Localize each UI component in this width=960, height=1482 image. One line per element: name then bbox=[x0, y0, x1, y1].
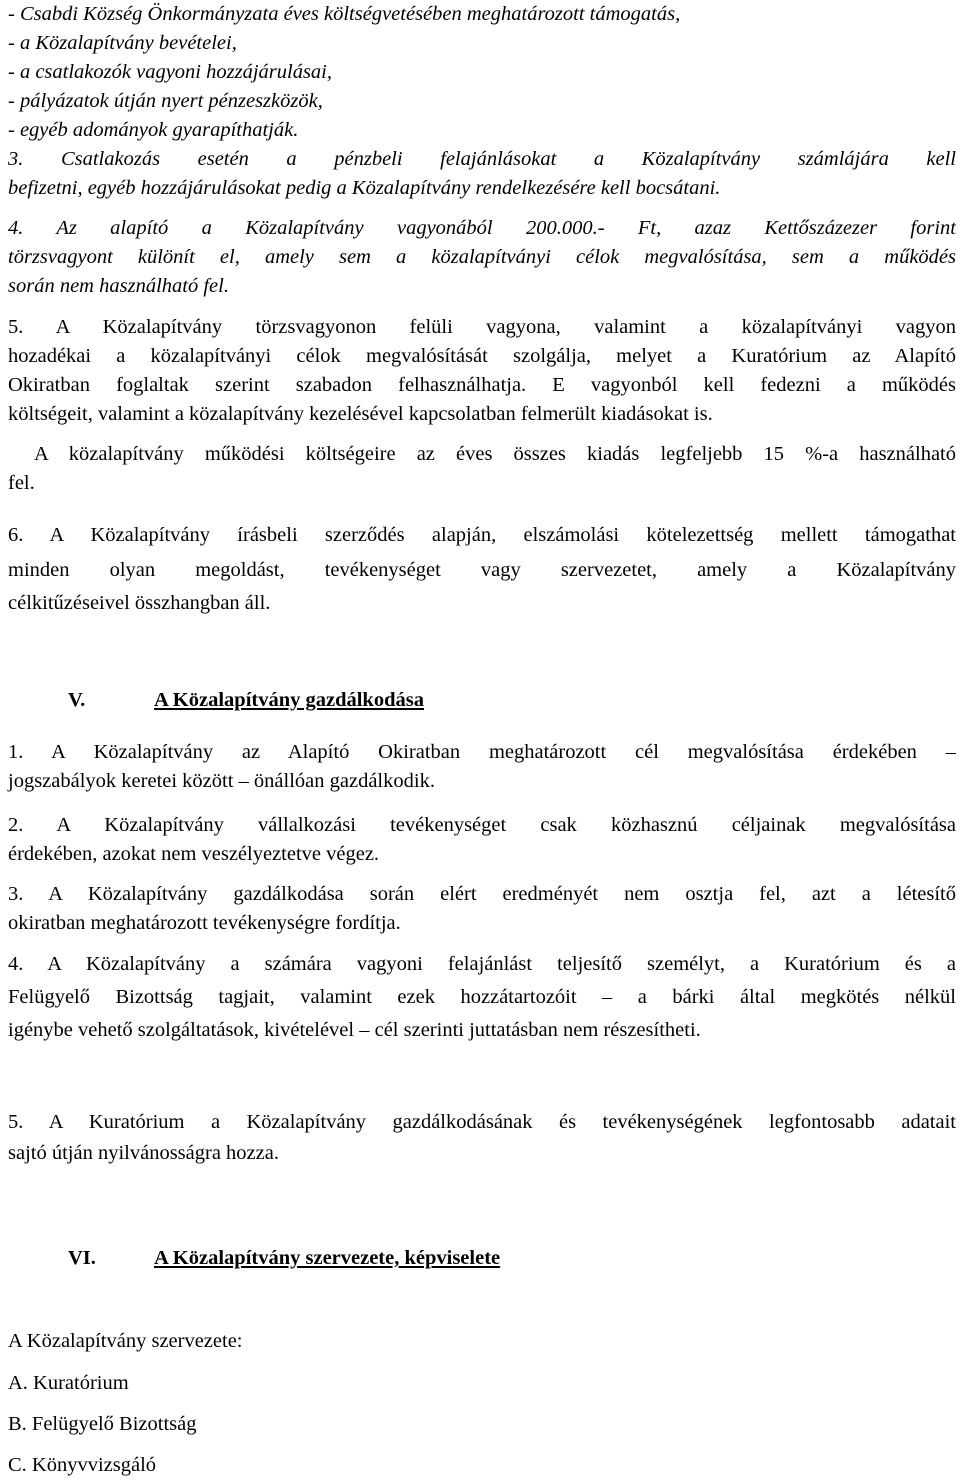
list-item: - pályázatok útján nyert pénzeszközök, bbox=[8, 90, 323, 112]
paragraph-line: 3. A Közalapítvány gazdálkodása során elért eredményét nem osztja fel, azt a létesítő bbox=[8, 883, 956, 905]
paragraph-line: A közalapítvány működési költségeire az éves összes kiadás legfeljebb 15 %-a használható bbox=[34, 443, 956, 465]
paragraph-line: érdekében, azokat nem veszélyeztetve végez. bbox=[8, 843, 380, 865]
paragraph-3 bbox=[8, 145, 956, 203]
list-item: A. Kuratórium bbox=[8, 1372, 129, 1394]
paragraph-line: célkitűzéseivel összhangban áll. bbox=[8, 592, 271, 614]
paragraph-line: 2. A Közalapítvány vállalkozási tevékenységet csak közhasznú céljainak megvalósítása bbox=[8, 814, 956, 836]
paragraph-line: jogszabályok keretei között – önállóan gazdálkodik. bbox=[8, 770, 435, 792]
list-item: - a csatlakozók vagyoni hozzájárulásai, bbox=[8, 61, 332, 83]
list-item: B. Felügyelő Bizottság bbox=[8, 1413, 197, 1435]
section-title: A Közalapítvány szervezete, képviselete bbox=[154, 1247, 501, 1269]
section-heading-v bbox=[8, 686, 424, 715]
section-v-paragraph-2 bbox=[8, 811, 956, 869]
paragraph-line: 4. Az alapító a Közalapítvány vagyonából 200.000.- Ft, azaz Kettőszázezer forint bbox=[8, 217, 956, 239]
paragraph-line: 1. A Közalapítvány az Alapító Okiratban meghatározott cél megvalósítása érdekében – bbox=[8, 741, 956, 763]
paragraph-line: 6. A Közalapítvány írásbeli szerződés alapján, elszámolási kötelezettség mellett támogathat bbox=[8, 524, 956, 546]
paragraph-line: okiratban meghatározott tevékenységre fordítja. bbox=[8, 912, 401, 934]
paragraph-4 bbox=[8, 214, 956, 301]
list-item: - a Közalapítvány bevételei, bbox=[8, 32, 237, 54]
paragraph-line: 3. Csatlakozás esetén a pénzbeli felajánlásokat a Közalapítvány számlájára kell bbox=[8, 148, 956, 170]
list-item: C. Könyvvizsgáló bbox=[8, 1454, 157, 1476]
paragraph-6 bbox=[8, 521, 956, 618]
paragraph-line: sajtó útján nyilvánosságra hozza. bbox=[8, 1142, 279, 1164]
section-v-paragraph-1 bbox=[8, 738, 956, 796]
paragraph-line: során nem használható fel. bbox=[8, 275, 229, 297]
paragraph-line: minden olyan megoldást, tevékenységet vagy szervezetet, amely a Közalapítvány bbox=[8, 559, 956, 581]
paragraph-line: 5. A Közalapítvány törzsvagyonon felüli vagyona, valamint a közalapítványi vagyon bbox=[8, 316, 956, 338]
list-item: - egyéb adományok gyarapíthatják. bbox=[8, 119, 299, 141]
paragraph-line: törzsvagyont különít el, amely sem a közalapítványi célok megvalósítása, sem a működés bbox=[8, 246, 956, 268]
organization-intro: A Közalapítvány szervezete: bbox=[8, 1330, 243, 1352]
paragraph-line: befizetni, egyéb hozzájárulásokat pedig a Közalapítvány rendelkezésére kell bocsátani. bbox=[8, 177, 721, 199]
section-v-paragraph-5 bbox=[8, 1108, 956, 1168]
list-item: - Csabdi Község Önkormányzata éves költségvetésében meghatározott támogatás, bbox=[8, 3, 681, 25]
funding-list bbox=[8, 0, 680, 145]
paragraph-line: költségeit, valamint a közalapítvány kezelésével kapcsolatban felmerült kiadásokat is. bbox=[8, 403, 713, 425]
paragraph-line: Felügyelő Bizottság tagjait, valamint ezek hozzátartozóit – a bárki által megkötés nélkül bbox=[8, 986, 956, 1008]
section-number: V. bbox=[68, 689, 86, 711]
section-heading-vi bbox=[8, 1244, 500, 1273]
paragraph-line: fel. bbox=[8, 472, 35, 494]
paragraph-line: 4. A Közalapítvány a számára vagyoni felajánlást teljesítő személyt, a Kuratórium és a bbox=[8, 953, 956, 975]
paragraph-line: Okiratban foglaltak szerint szabadon felhasználhatja. E vagyonból kell fedezni a működés bbox=[8, 374, 956, 396]
section-number: VI. bbox=[68, 1247, 96, 1269]
section-v-paragraph-3 bbox=[8, 880, 956, 938]
section-title: A Közalapítvány gazdálkodása bbox=[154, 689, 424, 711]
paragraph-5 bbox=[8, 313, 956, 498]
section-v-paragraph-4 bbox=[8, 950, 956, 1045]
paragraph-line: igénybe vehető szolgáltatások, kivételével – cél szerinti juttatásban nem részesítheti. bbox=[8, 1019, 701, 1041]
paragraph-line: 5. A Kuratórium a Közalapítvány gazdálkodásának és tevékenységének legfontosabb adatait bbox=[8, 1111, 956, 1133]
paragraph-line: hozadékai a közalapítványi célok megvalósítását szolgálja, melyet a Kuratórium az Alapító bbox=[8, 345, 956, 367]
